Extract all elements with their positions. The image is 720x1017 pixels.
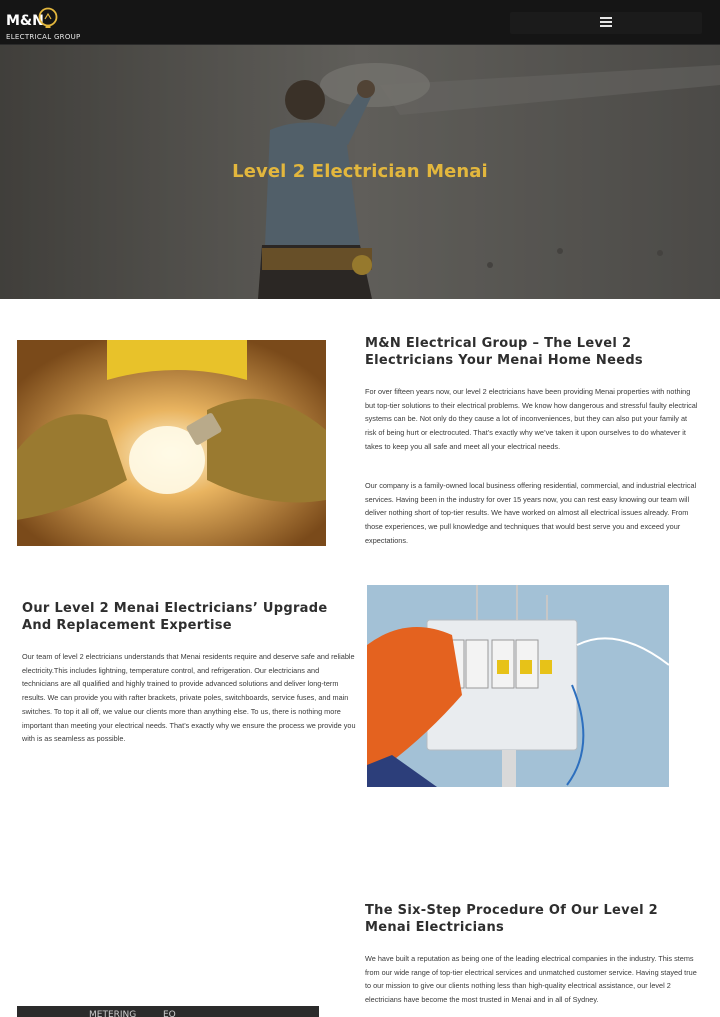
metering-label: METERING <box>89 1010 137 1017</box>
section2-heading: Our Level 2 Menai Electricians’ Upgrade And Replacement Expertise <box>22 601 328 633</box>
hamburger-menu-icon[interactable] <box>600 17 612 27</box>
logo-text: ELECTRICAL GROUP <box>6 33 81 41</box>
hero-banner <box>0 45 720 299</box>
hero-title: Level 2 Electrician Menai <box>232 161 488 182</box>
lightbulb-image <box>17 340 326 546</box>
section1-heading: M&N Electrical Group – The Level 2 Electricians Your Menai Home Needs <box>365 336 643 368</box>
section3-heading: The Six-Step Procedure Of Our Level 2 Menai Electricians <box>365 903 658 935</box>
logo-mark-text: M&N <box>6 13 44 29</box>
section3-paragraph: We have built a reputation as being one of the leading electrical companies in the industry. This stems from our wide range of top-tier electrical services and unmatched customer service. Having stayed true to our mission to give our clients nothing less than high-quality electrical assistance, our level 2 electricians have become the most trusted in Menai and in all of Sydney. <box>365 954 697 1005</box>
logo-mark <box>6 7 68 31</box>
section1-paragraph-2: Our company is a family-owned local business offering residential, commercial, and industrial electrical services. Having been in the industry for over 15 years now, you can rest easy knowing our team will deliver nothing short of top-tier results. We have worked on almost all electrical issues already. From those experiences, we pull knowledge and techniques that would best serve you and exceed your expectations. <box>365 481 697 545</box>
metering-panel-image <box>17 1005 319 1017</box>
site-header <box>0 0 720 45</box>
section1-paragraph-1: For over fifteen years now, our level 2 electricians have been providing Menai properties with nothing but top-tier solutions to their electrical problems. We know how dangerous and stressful faulty electrical systems can be. Not only do they cause a lot of inconveniences, but they can also put your family at risk of being hurt or electrocuted. That’s exactly why we’ve taken it upon ourselves to do whatever it takes to keep you all safe and meet all your electrical needs. <box>365 387 698 451</box>
section2-paragraph: Our team of level 2 electricians understands that Menai residents require and deserve safe and reliable electricity.This includes lightning, temperature control, and refrigeration. Our electricians and technicians are all qualified and highly trained to provide advanced solutions and deliver long-term results. We can provide you with rafter brackets, private poles, switchboards, service fuses, and main switches. To top it all off, we value our clients more than anything else. To us, there is nothing more important than meeting your electrical needs. That’s exactly why we ensure the process we provide you with is as seamless as possible. <box>22 652 356 744</box>
company-logo[interactable] <box>6 5 81 41</box>
switchboard-image <box>367 585 669 787</box>
eq-label: EQ <box>163 1010 176 1017</box>
